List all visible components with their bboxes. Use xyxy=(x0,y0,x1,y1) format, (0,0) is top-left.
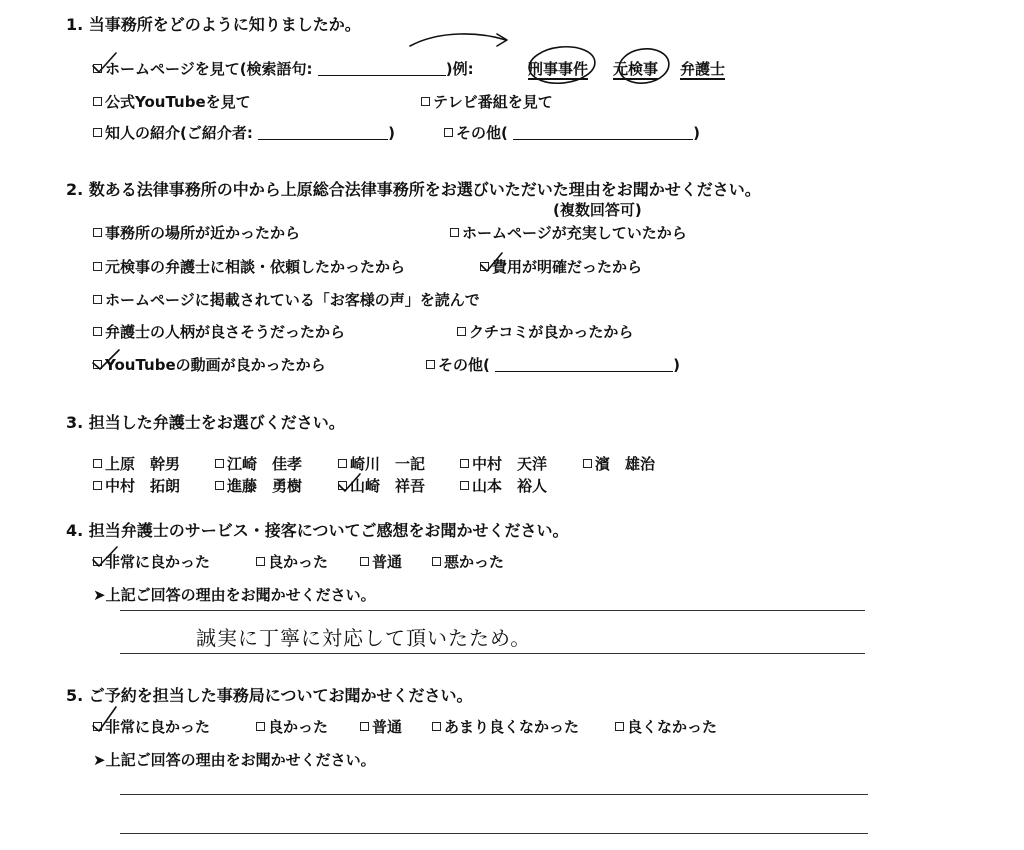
example-term-2: 元検事 xyxy=(613,60,659,78)
q4-option[interactable]: 良かった xyxy=(256,551,328,572)
q2-option-homepage[interactable]: ホームページが充実していたから xyxy=(450,222,687,243)
checkbox[interactable] xyxy=(93,360,102,369)
checkbox[interactable] xyxy=(215,459,224,468)
divider xyxy=(120,610,865,611)
referrer-blank[interactable] xyxy=(258,139,388,140)
q2-option-customer-voice[interactable]: ホームページに掲載されている「お客様の声」を読んで xyxy=(93,289,480,310)
q1-option-other[interactable]: その他( ) xyxy=(444,122,700,143)
q5-option[interactable]: あまり良くなかった xyxy=(432,716,579,737)
checkbox[interactable] xyxy=(256,722,265,731)
q5-option[interactable]: 良くなかった xyxy=(615,716,717,737)
checkbox[interactable] xyxy=(93,722,102,731)
arrow-icon xyxy=(410,34,506,46)
other-blank[interactable] xyxy=(513,139,693,140)
checkbox[interactable] xyxy=(615,722,624,731)
checkbox[interactable] xyxy=(93,97,102,106)
q5-option[interactable]: 普通 xyxy=(360,716,402,737)
q4-answer-handwritten[interactable]: 誠実に丁寧に対応して頂いたため。 xyxy=(196,626,532,650)
answer-line xyxy=(120,794,868,795)
checkbox[interactable] xyxy=(93,64,102,73)
arrow-head-icon xyxy=(497,34,507,46)
lawyer-option[interactable]: 山本 裕人 xyxy=(460,475,547,496)
option-label: ホームページを見て(検索語句: xyxy=(105,60,313,78)
q3-title: 3. 担当した弁護士をお選びください。 xyxy=(66,413,345,432)
checkbox[interactable] xyxy=(457,327,466,336)
q4-reason-prompt: ➤上記ご回答の理由をお聞かせください。 xyxy=(93,586,376,604)
checkbox[interactable] xyxy=(93,327,102,336)
checkbox[interactable] xyxy=(421,97,430,106)
q2-option-youtube[interactable]: YouTubeの動画が良かったから xyxy=(93,354,326,375)
checkbox[interactable] xyxy=(583,459,592,468)
q1-option-referral[interactable]: 知人の紹介(ご紹介者: ) xyxy=(93,122,395,143)
q2-option-location[interactable]: 事務所の場所が近かったから xyxy=(93,222,300,243)
q1-option-homepage[interactable] xyxy=(93,58,474,79)
q2-option-former-prosecutor[interactable]: 元検事の弁護士に相談・依頼したかったから xyxy=(93,256,405,277)
q2-option-fee[interactable]: 費用が明確だったから xyxy=(480,256,642,277)
q5-title: 5. ご予約を担当した事務局についてお聞かせください。 xyxy=(66,686,473,705)
checkbox[interactable] xyxy=(93,557,102,566)
lawyer-option[interactable]: 中村 拓朗 xyxy=(93,475,180,496)
checkbox[interactable] xyxy=(256,557,265,566)
q1-option-tv[interactable]: テレビ番組を見て xyxy=(421,91,553,112)
q2-title: 2. 数ある法律事務所の中から上原総合法律事務所をお選びいただいた理由をお聞かせください。 xyxy=(66,180,761,199)
checkbox[interactable] xyxy=(460,481,469,490)
lawyer-option[interactable]: 崎川 一記 xyxy=(338,453,425,474)
lawyer-option[interactable]: 山崎 祥吾 xyxy=(338,475,425,496)
checkbox[interactable] xyxy=(444,128,453,137)
q1-option-youtube[interactable]: 公式YouTubeを見て xyxy=(93,91,251,112)
q1-title: 1. 当事務所をどのように知りましたか。 xyxy=(66,15,361,34)
other-blank[interactable] xyxy=(495,371,673,372)
q4-option[interactable]: 非常に良かった xyxy=(93,551,210,572)
checkbox[interactable] xyxy=(450,228,459,237)
q5-option[interactable]: 良かった xyxy=(256,716,328,737)
answer-line xyxy=(120,653,865,654)
example-term-3: 弁護士 xyxy=(680,60,726,78)
answer-line xyxy=(120,833,868,834)
checkbox[interactable] xyxy=(432,557,441,566)
checkbox[interactable] xyxy=(338,481,347,490)
checkbox[interactable] xyxy=(460,459,469,468)
lawyer-option[interactable]: 中村 天洋 xyxy=(460,453,547,474)
example-term-1: 刑事事件 xyxy=(528,60,589,78)
checkbox[interactable] xyxy=(338,459,347,468)
q2-option-reviews[interactable]: クチコミが良かったから xyxy=(457,321,633,342)
checkbox[interactable] xyxy=(432,722,441,731)
lawyer-option[interactable]: 江崎 佳孝 xyxy=(215,453,302,474)
checkbox[interactable] xyxy=(480,262,489,271)
checkbox[interactable] xyxy=(93,295,102,304)
checkbox[interactable] xyxy=(93,228,102,237)
checkbox[interactable] xyxy=(360,722,369,731)
q2-note: (複数回答可) xyxy=(553,201,642,219)
checkbox[interactable] xyxy=(93,128,102,137)
checkbox[interactable] xyxy=(93,481,102,490)
q4-option[interactable]: 悪かった xyxy=(432,551,504,572)
q5-option[interactable]: 非常に良かった xyxy=(93,716,210,737)
lawyer-option[interactable]: 濱 雄治 xyxy=(583,453,655,474)
q4-option[interactable]: 普通 xyxy=(360,551,402,572)
example-label: )例: xyxy=(445,60,474,78)
checkbox[interactable] xyxy=(360,557,369,566)
q2-option-personality[interactable]: 弁護士の人柄が良さそうだったから xyxy=(93,321,345,342)
lawyer-option[interactable]: 上原 幹男 xyxy=(93,453,180,474)
checkbox[interactable] xyxy=(426,360,435,369)
checkbox[interactable] xyxy=(215,481,224,490)
checkbox[interactable] xyxy=(93,262,102,271)
search-term-blank[interactable] xyxy=(318,75,446,76)
q5-reason-prompt: ➤上記ご回答の理由をお聞かせください。 xyxy=(93,751,376,769)
lawyer-option[interactable]: 進藤 勇樹 xyxy=(215,475,302,496)
checkbox[interactable] xyxy=(93,459,102,468)
q4-title: 4. 担当弁護士のサービス・接客についてご感想をお聞かせください。 xyxy=(66,521,569,540)
q2-option-other[interactable]: その他( ) xyxy=(426,354,680,375)
